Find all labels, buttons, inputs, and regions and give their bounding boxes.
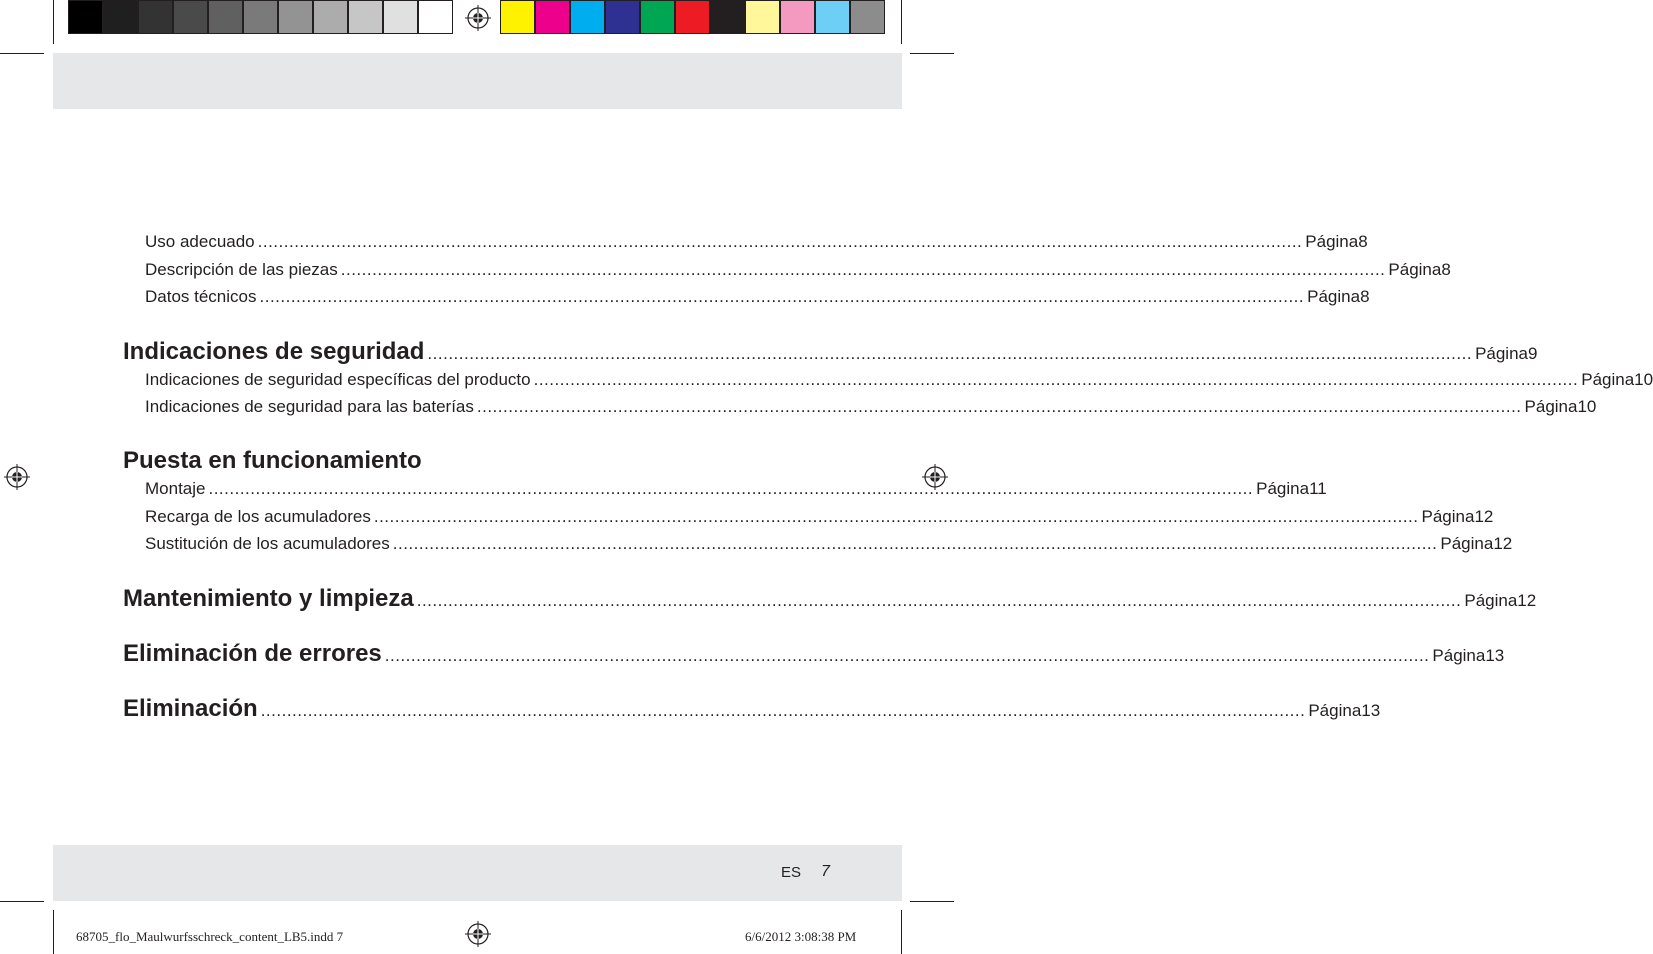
gray-swatch [68,0,103,34]
color-swatch [675,0,710,34]
toc-dot-leader: ........................................................................................................................................................................................................ [260,701,1306,720]
toc-entry-title: Eliminación [123,695,258,722]
slug-datetime: 6/6/2012 3:08:38 PM [745,929,857,944]
toc-page-number: 8 [1441,260,1451,279]
crop-mark [0,53,44,54]
toc-page-label: Página [1305,232,1359,251]
toc-entry-title: Indicaciones de seguridad para las baterías [145,397,474,416]
toc-entry-title: Indicaciones de seguridad específicas del producto [145,370,531,389]
toc-subsection-entry [145,507,1494,531]
registration-mark-icon [465,921,491,947]
crop-mark [0,901,44,902]
toc-page-label: Página [1388,260,1442,279]
crop-mark [53,0,54,44]
color-swatch [780,0,815,34]
toc-subsection-entry [145,370,1653,394]
toc-entry-title: Indicaciones de seguridad [123,338,425,365]
toc-subsection-entry [145,287,1370,311]
toc-page-label: Página [1432,646,1486,665]
toc-subsection-entry [145,534,1513,558]
toc-page-number: 12 [1517,591,1537,610]
toc-page-label: Página [1440,534,1494,553]
toc-entry-title: Sustitución de los acumuladores [145,534,390,553]
toc-dot-leader: ........................................................................................................................................................................................................ [208,479,1254,498]
toc-page-label: Página [1308,701,1362,720]
color-swatch [500,0,535,34]
toc-entry-title: Mantenimiento y limpieza [123,585,414,612]
toc-entry-title: Eliminación de errores [123,640,382,667]
color-swatch [850,0,885,34]
registration-mark-icon [4,464,30,490]
toc-entry-title: Datos técnicos [145,287,257,306]
toc-page-number: 10 [1577,397,1597,416]
page-number: 7 [821,863,830,880]
color-swatch [745,0,780,34]
gray-swatch [383,0,418,34]
gray-swatch [418,0,453,34]
toc-entry-title: Recarga de los acumuladores [145,507,371,526]
toc-dot-leader: ........................................................................................................................................................................................................ [533,370,1579,389]
toc-dot-leader: ........................................................................................................................................................................................................ [384,646,1430,665]
header-band [53,53,902,109]
toc-subsection-entry [145,479,1327,503]
toc-page-label: Página [1421,507,1475,526]
gray-swatch [313,0,348,34]
toc-subsection-entry [145,397,1597,421]
color-swatch [710,0,745,34]
gray-swatch [278,0,313,34]
color-swatch [605,0,640,34]
toc-page-label: Página [1256,479,1310,498]
crop-mark [53,910,54,954]
toc-page-number: 12 [1493,534,1513,553]
gray-swatch [138,0,173,34]
toc-section-entry [123,338,1538,372]
crop-mark [910,901,954,902]
process-color-bar [500,0,885,36]
registration-mark-icon [465,5,491,31]
toc-subsection-entry [145,232,1368,256]
toc-page-number: 13 [1361,701,1381,720]
gray-swatch [173,0,208,34]
toc-entry-title: Puesta en funcionamiento [123,447,422,474]
toc-page-number: 10 [1634,370,1653,389]
toc-dot-leader: ........................................................................................................................................................................................................ [373,507,1419,526]
toc-dot-leader: ........................................................................................................................................................................................................ [259,287,1305,306]
toc-page-number: 13 [1485,646,1505,665]
toc-dot-leader: ........................................................................................................................................................................................................ [476,397,1522,416]
toc-section-entry [123,640,1505,674]
toc-page-label: Página [1524,397,1578,416]
crop-mark [901,910,902,954]
toc-page-label: Página [1581,370,1635,389]
toc-page-number: 8 [1358,232,1368,251]
toc-entry-title: Descripción de las piezas [145,260,338,279]
gray-swatch [243,0,278,34]
crop-mark [910,53,954,54]
gray-swatch [103,0,138,34]
toc-section-entry [123,695,1381,729]
toc-page-label: Página [1307,287,1361,306]
color-swatch [640,0,675,34]
toc-dot-leader: ........................................................................................................................................................................................................ [427,344,1473,363]
toc-dot-leader: ........................................................................................................................................................................................................ [392,534,1438,553]
toc-page-number: 8 [1360,287,1370,306]
language-code: ES [781,864,802,881]
toc-entry-title: Uso adecuado [145,232,255,251]
toc-page-label: Página [1464,591,1518,610]
crop-mark [901,0,902,44]
toc-page-number: 9 [1528,344,1538,363]
grayscale-color-bar [68,0,453,36]
toc-page-number: 12 [1474,507,1494,526]
toc-dot-leader: ........................................................................................................................................................................................................ [257,232,1303,251]
footer-band [53,845,902,901]
toc-page-label: Página [1475,344,1528,363]
toc-section-entry [123,447,831,481]
toc-subsection-entry [145,260,1451,284]
color-swatch [570,0,605,34]
toc-section-entry [123,585,1537,619]
toc-dot-leader: ........................................................................................................................................................................................................ [416,591,1462,610]
toc-page-number: 11 [1309,479,1327,498]
toc-entry-title: Montaje [145,479,206,498]
color-swatch [815,0,850,34]
toc-dot-leader: ........................................................................................................................................................................................................ [340,260,1386,279]
gray-swatch [348,0,383,34]
slug-filename: 68705_flo_Maulwurfsschreck_content_LB5.indd 7 [76,929,344,944]
gray-swatch [208,0,243,34]
color-swatch [535,0,570,34]
